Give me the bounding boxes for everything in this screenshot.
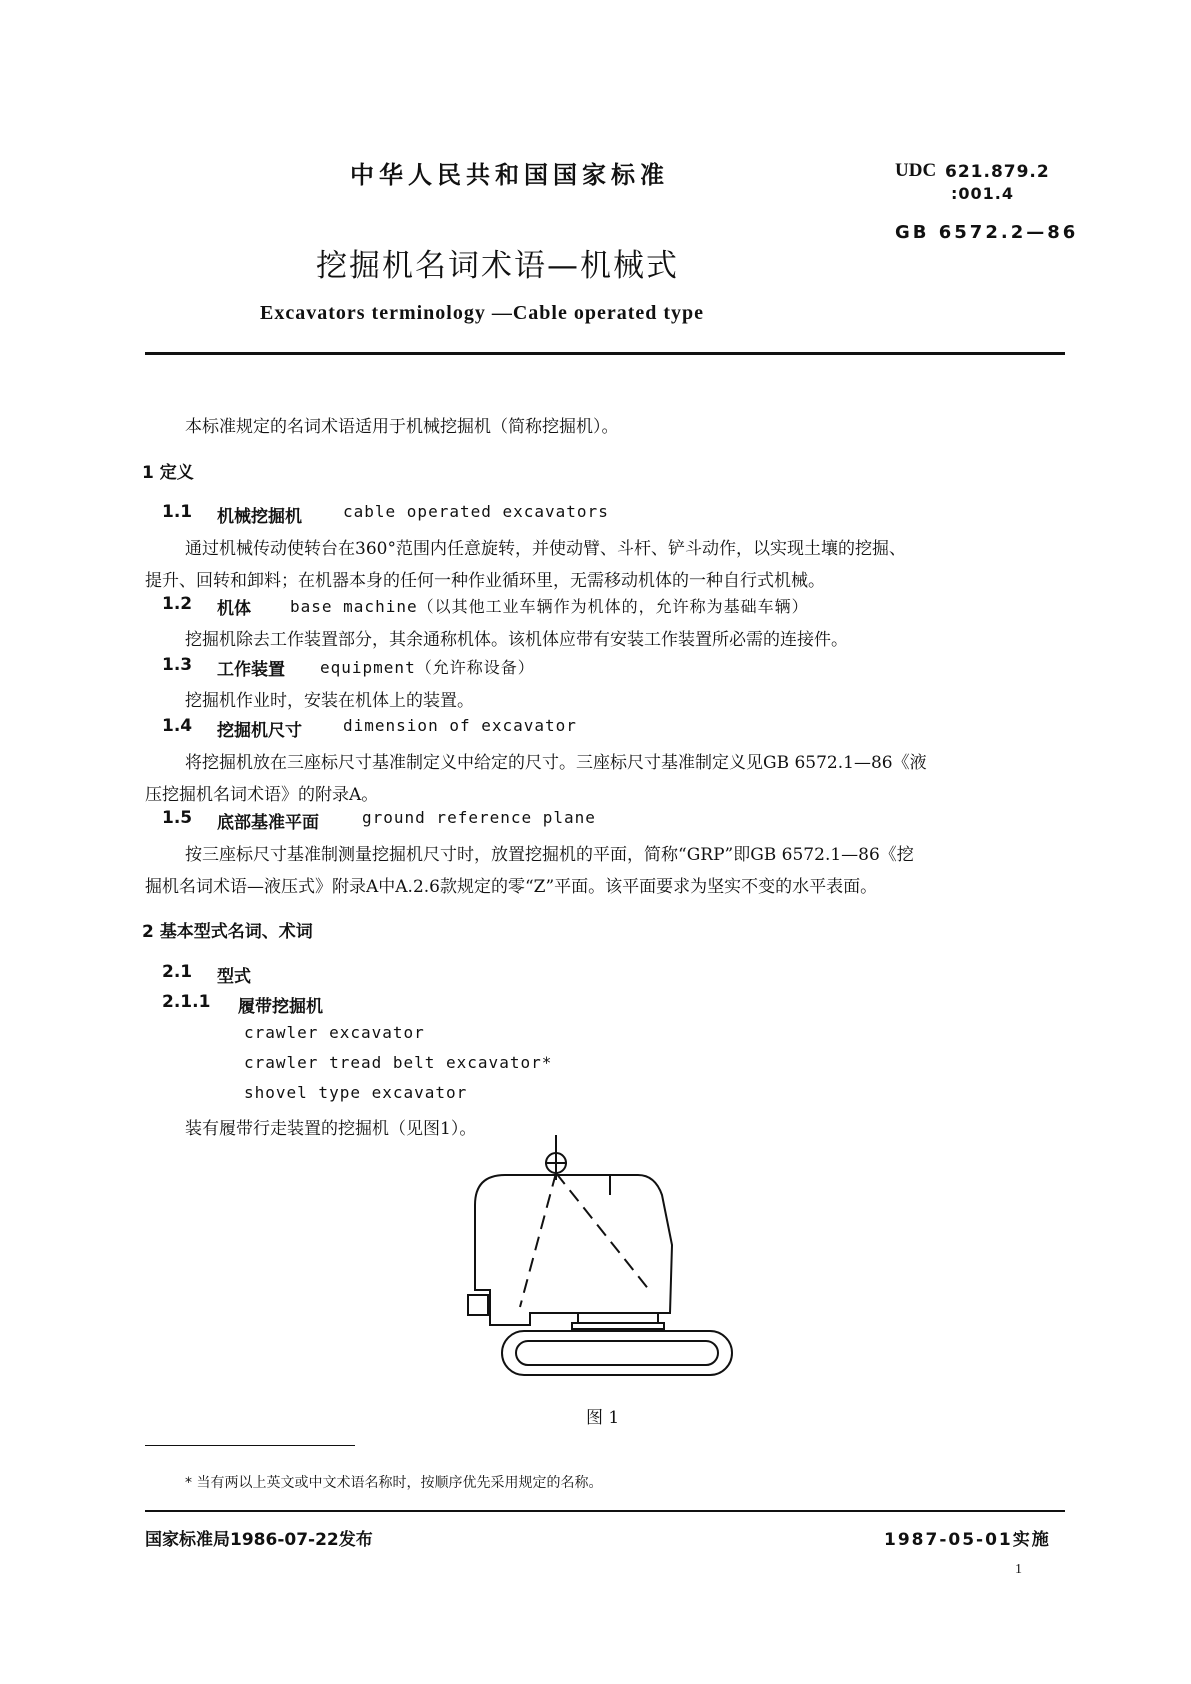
house-outline <box>475 1175 672 1325</box>
subsection-2-1-number: 2.1 <box>162 962 193 982</box>
document-title-en: Excavators terminology —Cable operated type <box>260 302 705 324</box>
page-number: 1 <box>1015 1562 1022 1577</box>
header-rule <box>145 352 1065 355</box>
item-1-3-term-en: equipment（允许称设备） <box>320 658 535 677</box>
subsection-2-1-1-title: 履带挖掘机 <box>238 997 323 1017</box>
item-1-4-line-2: 压挖掘机名词术语》的附录A。 <box>145 785 379 805</box>
item-1-3-line-1: 挖掘机作业时，安装在机体上的装置。 <box>185 691 474 711</box>
document-title-cn: 挖掘机名词术语—机械式 <box>316 248 679 284</box>
subsection-2-1-title: 型式 <box>217 967 251 987</box>
subsection-2-1-1-number: 2.1.1 <box>162 992 211 1012</box>
item-1-1-term-en: cable operated excavators <box>343 502 609 521</box>
item-1-4-number: 1.4 <box>162 716 193 736</box>
item-1-5-line-2: 掘机名词术语—液压式》附录A中A.2.6款规定的零“Z”平面。该平面要求为坚实不变的水平表面。 <box>145 877 878 897</box>
item-1-2-number: 1.2 <box>162 594 193 614</box>
item-1-2-line-1: 挖掘机除去工作装置部分，其余通称机体。该机体应带有安装工作装置所必需的连接件。 <box>185 630 848 650</box>
issue-date: 国家标准局1986-07-22发布 <box>145 1530 373 1550</box>
en-term-2: crawler tread belt excavator* <box>244 1053 553 1072</box>
udc-code-line1: 621.879.2 <box>945 162 1050 182</box>
item-1-1-line-2: 提升、回转和卸料；在机器本身的任何一种作业循环里，无需移动机体的一种自行式机械。 <box>145 571 825 591</box>
section-1-heading: 1 定义 <box>142 463 194 483</box>
en-term-3: shovel type excavator <box>244 1083 468 1102</box>
item-1-3-number: 1.3 <box>162 655 193 675</box>
en-term-1: crawler excavator <box>244 1023 425 1042</box>
footer-rule <box>145 1510 1065 1512</box>
gb-number: GB 6572.2—86 <box>895 222 1079 243</box>
crawler-track <box>502 1331 732 1375</box>
item-1-1-number: 1.1 <box>162 502 193 522</box>
item-1-1-line-1: 通过机械传动使转台在360°范围内任意旋转，并使动臂、斗杆、铲斗动作，以实现土壤的挖掘、 <box>185 539 906 559</box>
standard-header-title: 中华人民共和国国家标准 <box>350 161 669 189</box>
implementation-date: 1987-05-01实施 <box>884 1530 1051 1550</box>
footnote-rule <box>145 1445 355 1446</box>
figure-caption: 图 1 <box>586 1408 620 1428</box>
crawler-excavator-drawing <box>460 1135 760 1395</box>
item-1-3-term-cn: 工作装置 <box>217 660 285 680</box>
slewing-ring <box>578 1313 658 1323</box>
item-1-4-term-en: dimension of excavator <box>343 716 577 735</box>
item-1-5-term-en: ground reference plane <box>362 808 596 827</box>
item-1-4-term-cn: 挖掘机尺寸 <box>217 721 302 741</box>
footnote: * 当有两以上英文或中文术语名称时，按顺序优先采用规定的名称。 <box>185 1475 603 1491</box>
udc-code-line2: :001.4 <box>951 184 1015 203</box>
item-1-2-term-cn: 机体 <box>217 599 251 619</box>
intro-paragraph: 本标准规定的名词术语适用于机械挖掘机（简称挖掘机）。 <box>185 417 619 437</box>
item-1-2-term-en: base machine（以其他工业车辆作为机体的，允许称为基础车辆） <box>290 597 809 616</box>
operator-box <box>468 1295 488 1315</box>
item-1-5-line-1: 按三座标尺寸基准制测量挖掘机尺寸时，放置挖掘机的平面，简称“GRP”即GB 6572.1—86《挖 <box>185 845 914 865</box>
item-1-5-number: 1.5 <box>162 808 193 828</box>
crawler-description: 装有履带行走装置的挖掘机（见图1）。 <box>185 1119 477 1139</box>
item-1-1-term-cn: 机械挖掘机 <box>217 507 302 527</box>
udc-label: UDC <box>895 160 937 181</box>
section-2-heading: 2 基本型式名词、术词 <box>142 922 313 942</box>
item-1-4-line-1: 将挖掘机放在三座标尺寸基准制定义中给定的尺寸。三座标尺寸基准制定义见GB 6572.1—86《液 <box>185 753 927 773</box>
item-1-5-term-cn: 底部基准平面 <box>217 813 319 833</box>
